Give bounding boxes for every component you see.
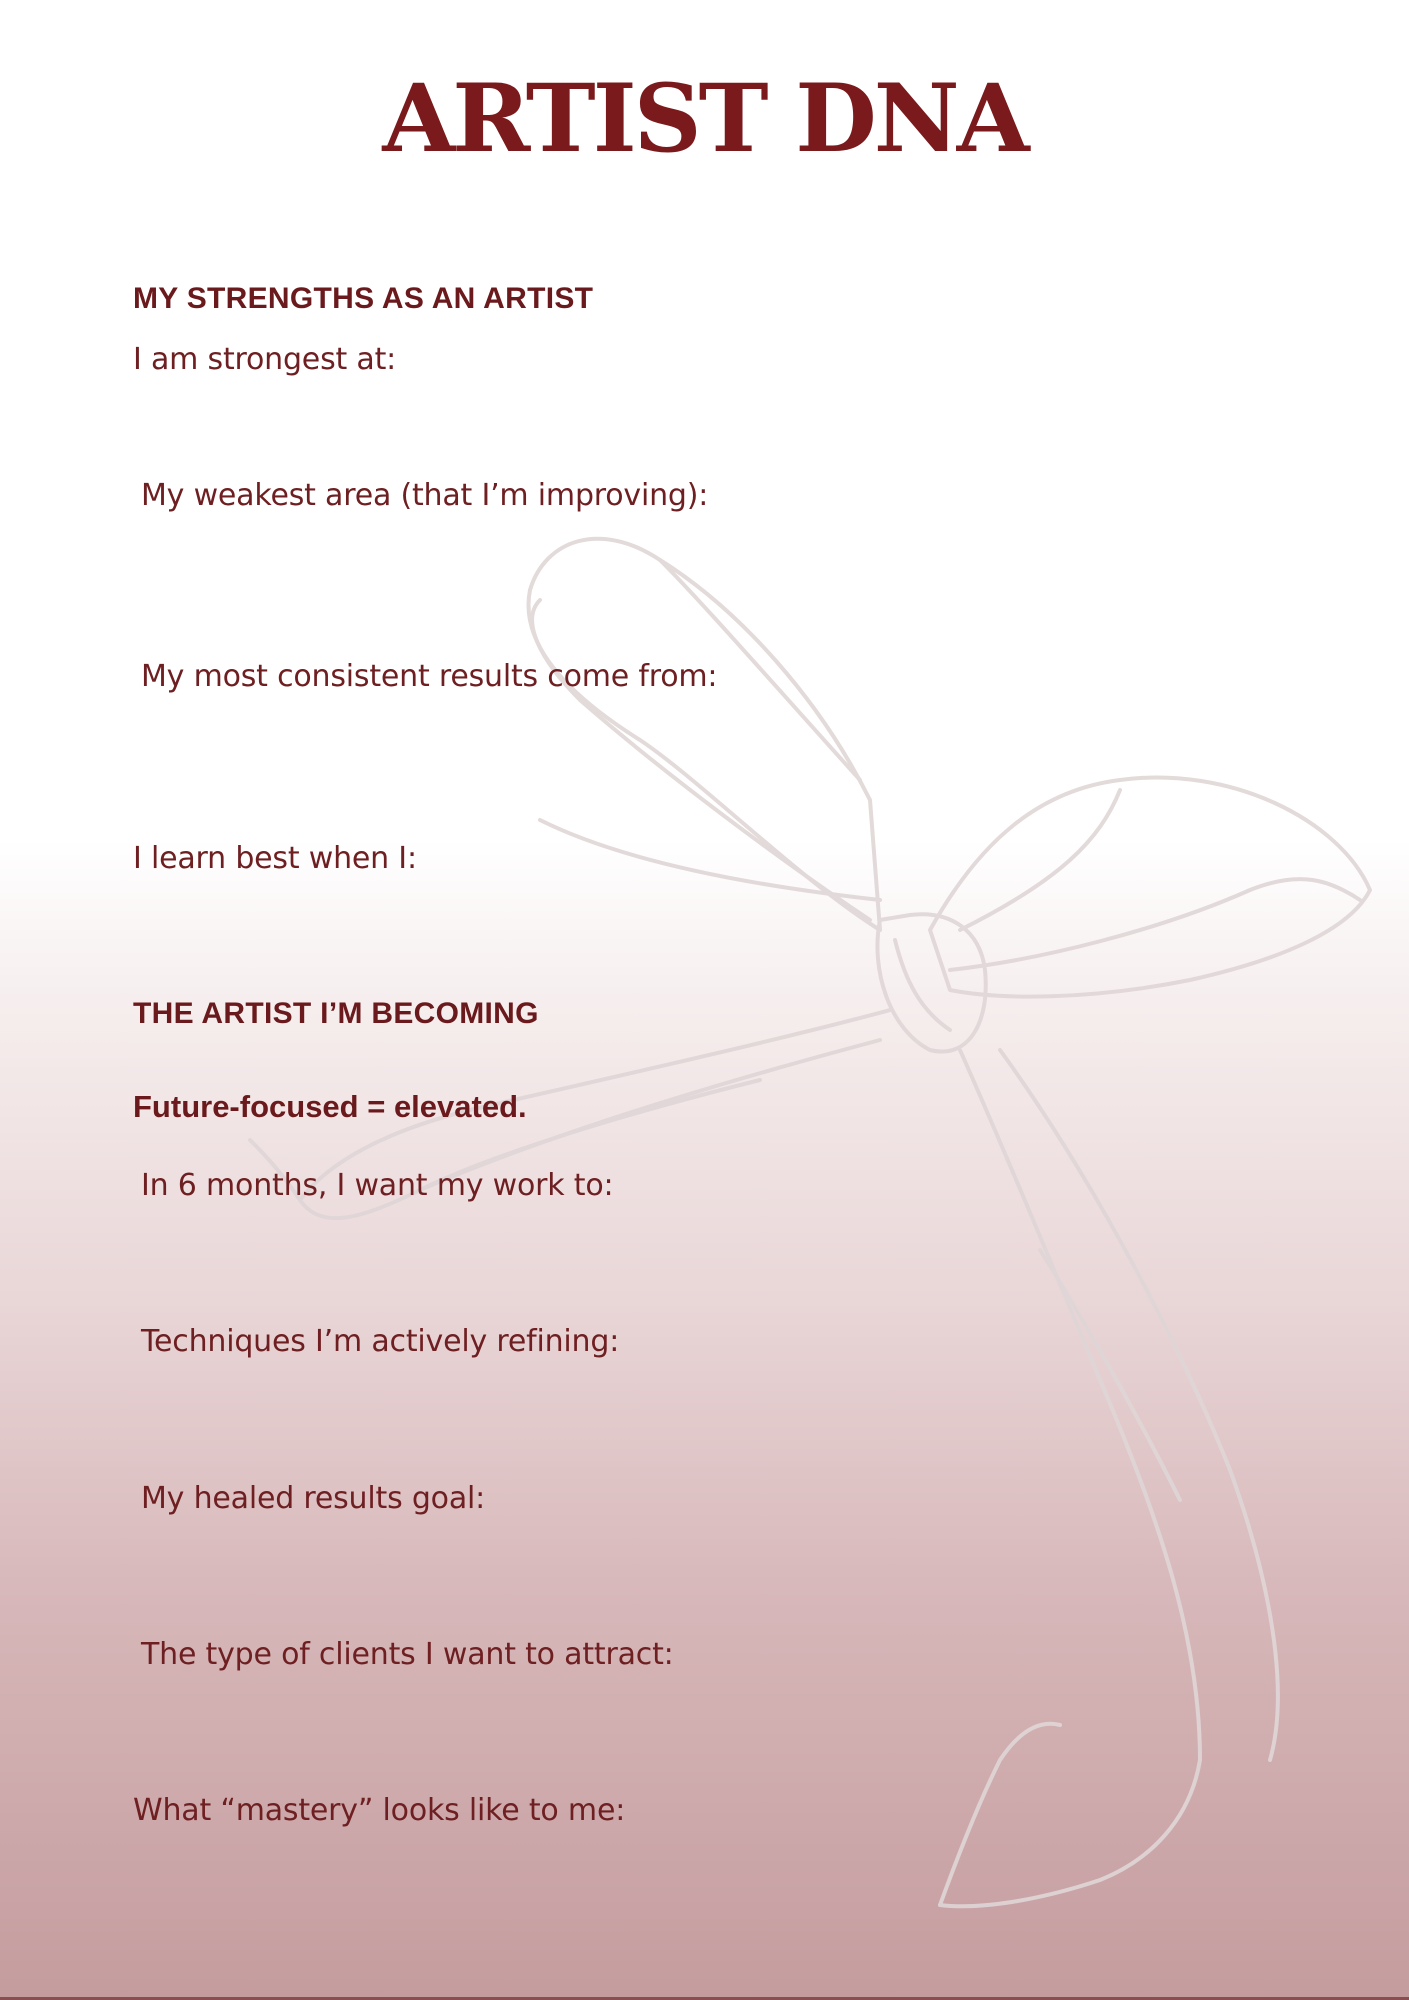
page-title: ARTIST DNA <box>382 64 1027 174</box>
prompt-learn-best: I learn best when I: <box>133 841 417 876</box>
prompt-client-type: The type of clients I want to attract: <box>141 1637 674 1672</box>
prompt-mastery: What “mastery” looks like to me: <box>133 1793 626 1828</box>
prompt-six-months: In 6 months, I want my work to: <box>141 1168 614 1203</box>
prompt-techniques: Techniques I’m actively refining: <box>141 1324 620 1359</box>
section-heading-strengths: MY STRENGTHS AS AN ARTIST <box>133 282 594 315</box>
prompt-strongest-at: I am strongest at: <box>133 342 397 377</box>
prompt-weakest-area: My weakest area (that I’m improving): <box>141 478 709 513</box>
section-tagline: Future-focused = elevated. <box>133 1089 527 1124</box>
prompt-consistent-results: My most consistent results come from: <box>141 659 718 694</box>
prompt-healed-results: My healed results goal: <box>141 1481 486 1516</box>
section-heading-becoming: THE ARTIST I’M BECOMING <box>133 997 539 1030</box>
